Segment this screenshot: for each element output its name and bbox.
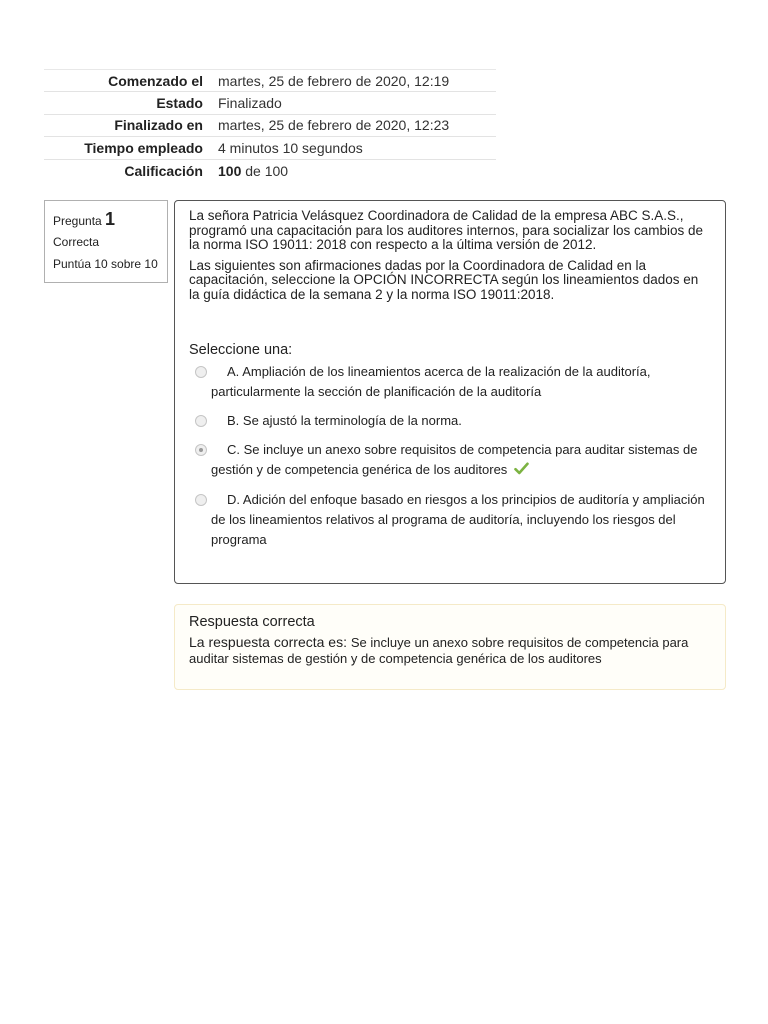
summary-label: Calificación bbox=[44, 159, 212, 181]
summary-label: Tiempo empleado bbox=[44, 137, 212, 159]
summary-value: martes, 25 de febrero de 2020, 12:19 bbox=[212, 70, 496, 92]
question-number-label: Pregunta bbox=[53, 214, 106, 228]
answer-text: Se incluye un anexo sobre requisitos de competencia para auditar sistemas de gestión y de competencia genérica de los auditores bbox=[211, 442, 698, 477]
right-answer bbox=[189, 635, 711, 666]
question-number-value: 1 bbox=[105, 209, 116, 229]
summary-row-started bbox=[44, 70, 496, 92]
summary-row-finished bbox=[44, 114, 496, 136]
question-content-box bbox=[174, 200, 726, 584]
answer-letter: D. bbox=[227, 491, 240, 507]
summary-label: Comenzado el bbox=[44, 70, 212, 92]
right-answer-prefix: La respuesta correcta es: bbox=[189, 634, 351, 650]
radio-button[interactable] bbox=[195, 415, 207, 427]
question-number bbox=[53, 207, 167, 231]
summary-value: 4 minutos 10 segundos bbox=[212, 137, 496, 159]
question-info-box bbox=[44, 200, 168, 283]
summary-label: Finalizado en bbox=[44, 114, 212, 136]
answer-option-c[interactable] bbox=[189, 440, 711, 481]
summary-row-state bbox=[44, 92, 496, 114]
feedback-box bbox=[174, 604, 726, 690]
radio-button[interactable] bbox=[195, 494, 207, 506]
question-paragraph: La señora Patricia Velásquez Coordinadora de Calidad de la empresa ABC S.A.S., programó una capacitación para los auditores internos, para socializar los cambios de la norma ISO 19011: 2018 con respecto a la última versión de 2012. bbox=[189, 208, 704, 252]
answer-text: Se ajustó la terminología de la norma. bbox=[242, 413, 462, 428]
grade-score: 100 bbox=[218, 162, 242, 179]
answer-option-b[interactable] bbox=[189, 411, 711, 431]
answer-letter: B. bbox=[227, 413, 240, 428]
radio-button[interactable] bbox=[195, 366, 207, 378]
attempt-summary-table bbox=[44, 69, 496, 181]
correct-check-icon bbox=[514, 461, 529, 481]
answer-list bbox=[189, 362, 711, 550]
answer-text: Adición del enfoque basado en riesgos a los principios de auditoría y ampliación de los lineamientos relativos al programa de auditoría, incluyendo los riesgos del programa bbox=[211, 491, 705, 547]
summary-row-grade bbox=[44, 159, 496, 181]
right-answer-text: Se incluye un anexo sobre requisitos de competencia para auditar sistemas de gestión y de competencia genérica de los auditores bbox=[189, 635, 689, 666]
feedback-title: Respuesta correcta bbox=[189, 614, 315, 630]
radio-button-selected[interactable] bbox=[195, 444, 207, 456]
question-paragraph: Las siguientes son afirmaciones dadas por la Coordinadora de Calidad en la capacitación, seleccione la OPCIÓN INCORRECTA según los lineamientos dados en la guía didáctica de la semana 2 y la norma ISO 19011:2018. bbox=[189, 257, 699, 302]
question-text bbox=[189, 209, 711, 302]
summary-value bbox=[212, 159, 496, 181]
summary-value: Finalizado bbox=[212, 92, 496, 114]
answer-text: Ampliación de los lineamientos acerca de la realización de la auditoría, particularmente la sección de planificación de la auditoría bbox=[211, 364, 651, 399]
question-state: Correcta bbox=[53, 235, 100, 249]
summary-row-time-taken bbox=[44, 137, 496, 159]
answer-option-d[interactable] bbox=[189, 490, 711, 550]
question-grade: Puntúa 10 sobre 10 bbox=[53, 257, 158, 271]
summary-label: Estado bbox=[44, 92, 212, 114]
answer-prompt: Seleccione una: bbox=[189, 342, 293, 358]
answer-option-a[interactable] bbox=[189, 362, 711, 402]
grade-total: de 100 bbox=[241, 162, 289, 179]
answer-letter: A. bbox=[227, 364, 240, 379]
summary-value: martes, 25 de febrero de 2020, 12:23 bbox=[212, 114, 496, 136]
answer-letter: C. bbox=[227, 442, 240, 457]
